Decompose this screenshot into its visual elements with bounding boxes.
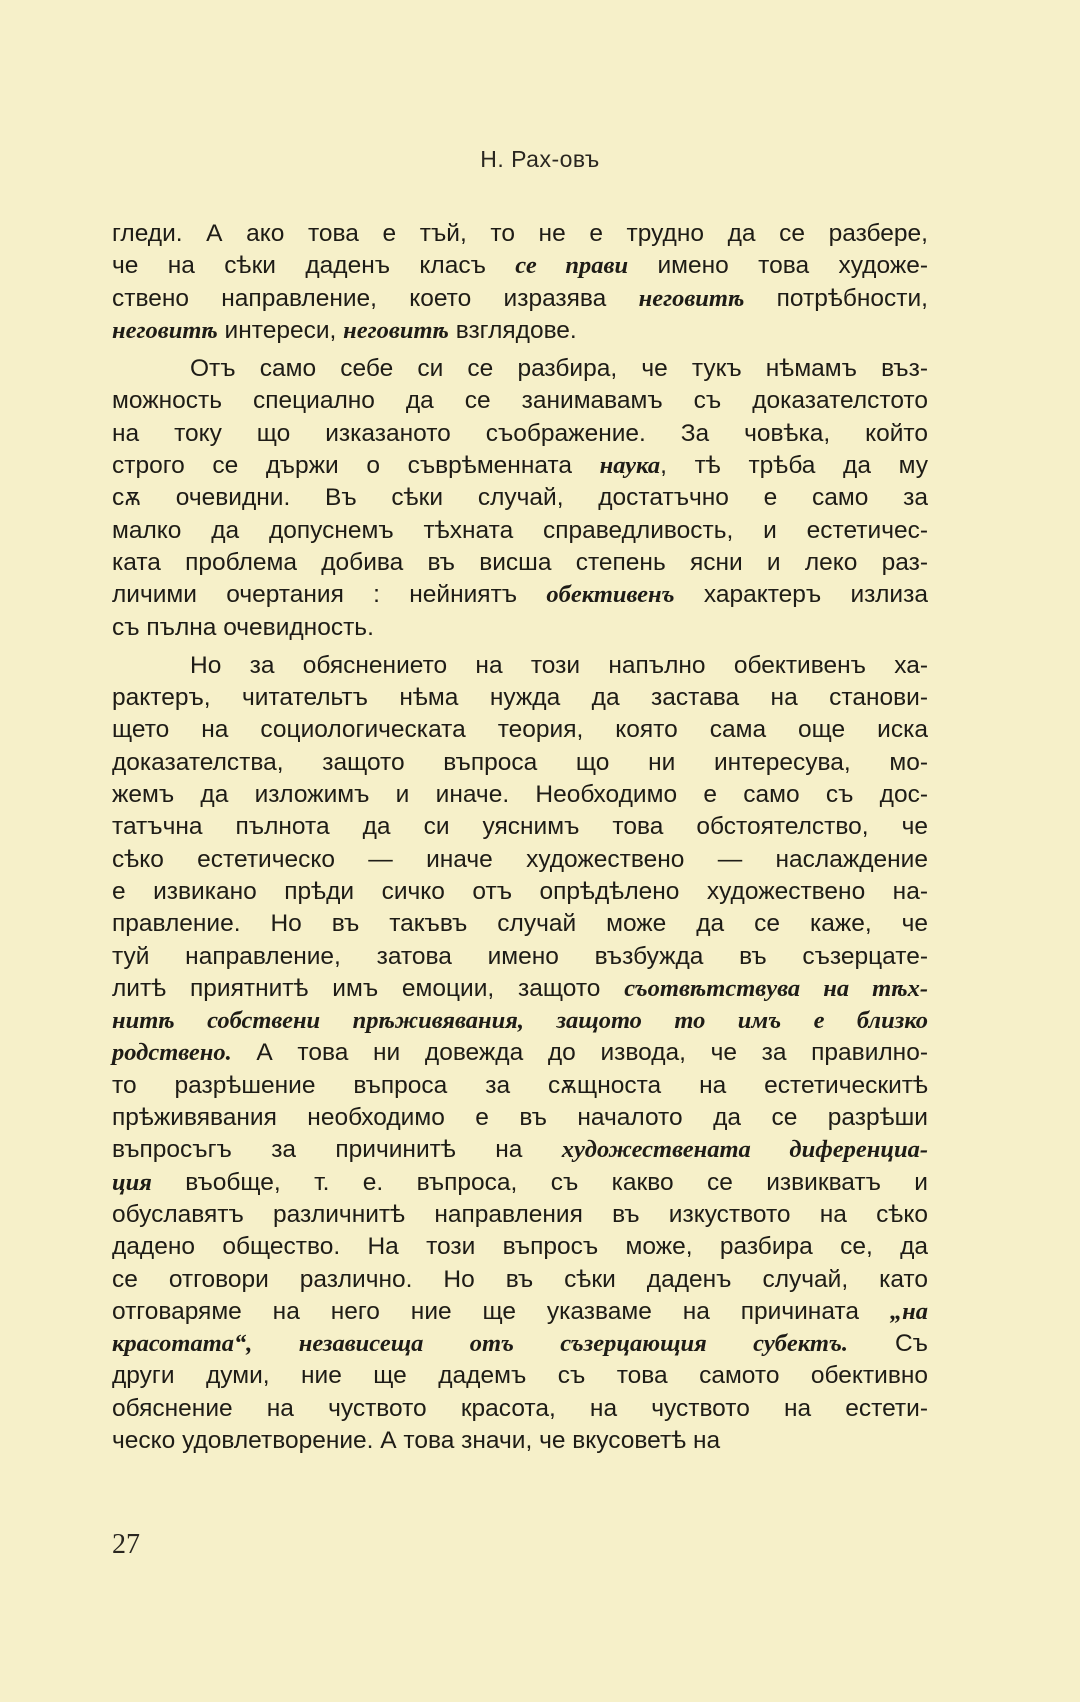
- emphasized-text: „на: [889, 1297, 928, 1325]
- text-segment: на току що изказаното съображение. За човѣка, който: [112, 419, 928, 447]
- paragraph: [112, 218, 928, 347]
- text-segment: жемъ да изложимъ и иначе. Необходимо е само съ дос-: [112, 781, 928, 809]
- text-line: [112, 1134, 928, 1166]
- text-segment: характеръ излиза: [674, 581, 928, 609]
- text-line: [112, 811, 928, 843]
- text-segment: доказателства, защото въпроса що ни интересува, мо-: [112, 748, 928, 776]
- emphasized-text: се прави: [515, 252, 629, 280]
- text-line: [112, 908, 928, 940]
- text-segment: въобще, т. е. въпроса, съ какво се извикватъ и: [151, 1168, 928, 1196]
- text-line: [112, 315, 928, 347]
- text-line: [112, 612, 928, 644]
- text-line: [112, 250, 928, 282]
- text-segment: личими очертания : нейниятъ: [112, 581, 547, 609]
- text-segment: малко да допуснемъ тѣхната справедливость, и естетичес-: [112, 516, 928, 544]
- text-segment: ствено направление, което изразява: [112, 284, 639, 312]
- text-segment: ческо удовлетворение. А това значи, че вкусоветѣ на: [112, 1426, 721, 1454]
- text-segment: гледи. А ако това е тъй, то не е трудно да се разбере,: [112, 220, 928, 247]
- text-segment: ката проблема добива въ висша степень ясни и леко раз-: [112, 548, 928, 576]
- text-segment: въпросъгъ за причинитѣ на: [112, 1136, 562, 1164]
- text-segment: интереси,: [217, 316, 344, 344]
- text-line: [112, 353, 928, 385]
- emphasized-text: родствено.: [112, 1039, 232, 1067]
- page-number: 27: [112, 1529, 140, 1560]
- text-line: [112, 1393, 928, 1425]
- text-line: [112, 1070, 928, 1102]
- text-line: [112, 1037, 928, 1069]
- text-line: [112, 650, 928, 682]
- emphasized-text: красотата“, независеща отъ съзерцающия субектъ.: [112, 1330, 848, 1358]
- paragraph: [112, 650, 928, 1457]
- paragraph: [112, 353, 928, 644]
- text-line: [112, 876, 928, 908]
- text-segment: рактеръ, читательтъ нѣма нужда да застава на станови-: [112, 684, 928, 712]
- text-line: [112, 779, 928, 811]
- text-segment: че на сѣки даденъ класъ: [112, 252, 516, 280]
- text-line: [112, 283, 928, 315]
- text-segment: Отъ само себе си се разбира, че тукъ нѣмамъ въз-: [190, 355, 928, 383]
- text-line: [112, 579, 928, 611]
- emphasized-text: художествената диференциа-: [561, 1136, 928, 1164]
- text-line: [112, 1264, 928, 1296]
- text-line: [112, 714, 928, 746]
- text-line: [112, 1328, 928, 1360]
- text-line: [112, 1199, 928, 1231]
- text-segment: други думи, ние ще дадемъ съ това самото обективно: [112, 1362, 928, 1390]
- text-line: [112, 747, 928, 779]
- text-segment: А това ни довежда до извода, че за правилно-: [231, 1039, 928, 1067]
- text-segment: отговаряме на него ние ще указваме на причината: [112, 1297, 890, 1325]
- text-segment: имено това художе-: [628, 252, 928, 280]
- text-segment: сѣко естетическо — иначе художествено — наслаждение: [112, 845, 928, 873]
- text-segment: татъчна пълнота да си уяснимъ това обстоятелство, че: [112, 813, 928, 841]
- text-segment: обуславятъ различнитѣ направления въ изкуството на сѣко: [112, 1200, 928, 1228]
- text-segment: прѣживявания необходимо е въ началото да се разрѣши: [112, 1104, 928, 1132]
- text-line: [112, 1005, 928, 1037]
- text-line: [112, 385, 928, 417]
- text-segment: съ пълна очевидность.: [112, 613, 374, 641]
- emphasized-text: нитѣ собствени прѣживявания, защото то имъ е близко: [112, 1007, 928, 1035]
- text-segment: дадено общество. На този въпросъ може, разбира се, да: [112, 1233, 928, 1261]
- emphasized-text: неговитѣ: [638, 284, 745, 312]
- emphasized-text: ция: [112, 1168, 152, 1196]
- text-line: [112, 547, 928, 579]
- text-segment: Съ: [847, 1330, 928, 1358]
- emphasized-text: наука: [599, 452, 661, 480]
- text-line: [112, 1167, 928, 1199]
- text-segment: правление. Но въ такъвъ случай може да се каже, че: [112, 910, 928, 938]
- text-line: [112, 941, 928, 973]
- text-line: [112, 1425, 928, 1457]
- text-line: [112, 218, 928, 250]
- text-segment: обяснение на чуството красота, на чуството на естети-: [112, 1394, 928, 1422]
- body-text: [112, 218, 928, 1463]
- text-segment: сѫ очевидни. Въ сѣки случай, достатъчно е само за: [112, 484, 928, 512]
- text-segment: Но за обяснението на този напълно обективенъ ха-: [190, 651, 928, 679]
- text-segment: щето на социологическата теория, която сама още иска: [112, 716, 928, 744]
- text-line: [112, 1296, 928, 1328]
- running-header-author: Н. Рах-овъ: [480, 146, 600, 172]
- text-line: [112, 418, 928, 450]
- text-segment: се отговори различно. Но въ сѣки даденъ случай, като: [112, 1265, 928, 1293]
- text-line: [112, 1231, 928, 1263]
- emphasized-text: неговитѣ: [112, 316, 218, 344]
- text-line: [112, 1360, 928, 1392]
- text-line: [112, 482, 928, 514]
- text-segment: потрѣбности,: [744, 284, 928, 312]
- text-line: [112, 844, 928, 876]
- text-line: [112, 1102, 928, 1134]
- text-segment: е извикано прѣди сичко отъ опрѣдѣлено художествено на-: [112, 877, 928, 905]
- emphasized-text: неговитѣ: [343, 316, 449, 344]
- text-segment: туй направление, затова имено възбужда въ съзерцате-: [112, 942, 928, 970]
- text-segment: взглядове.: [448, 316, 577, 344]
- text-line: [112, 515, 928, 547]
- text-segment: то разрѣшение въпроса за сѫщноста на естетическитѣ: [112, 1071, 928, 1099]
- text-line: [112, 973, 928, 1005]
- text-segment: можность специално да се занимавамъ съ доказателстото: [112, 387, 928, 415]
- text-segment: литѣ приятнитѣ имъ емоции, защото: [112, 974, 625, 1002]
- text-line: [112, 682, 928, 714]
- text-segment: строго се държи о съврѣменната: [112, 452, 600, 480]
- text-segment: , тѣ трѣба да му: [660, 452, 928, 480]
- text-line: [112, 450, 928, 482]
- emphasized-text: обективенъ: [546, 581, 675, 609]
- emphasized-text: съотвѣтствува на тѣх-: [624, 974, 928, 1002]
